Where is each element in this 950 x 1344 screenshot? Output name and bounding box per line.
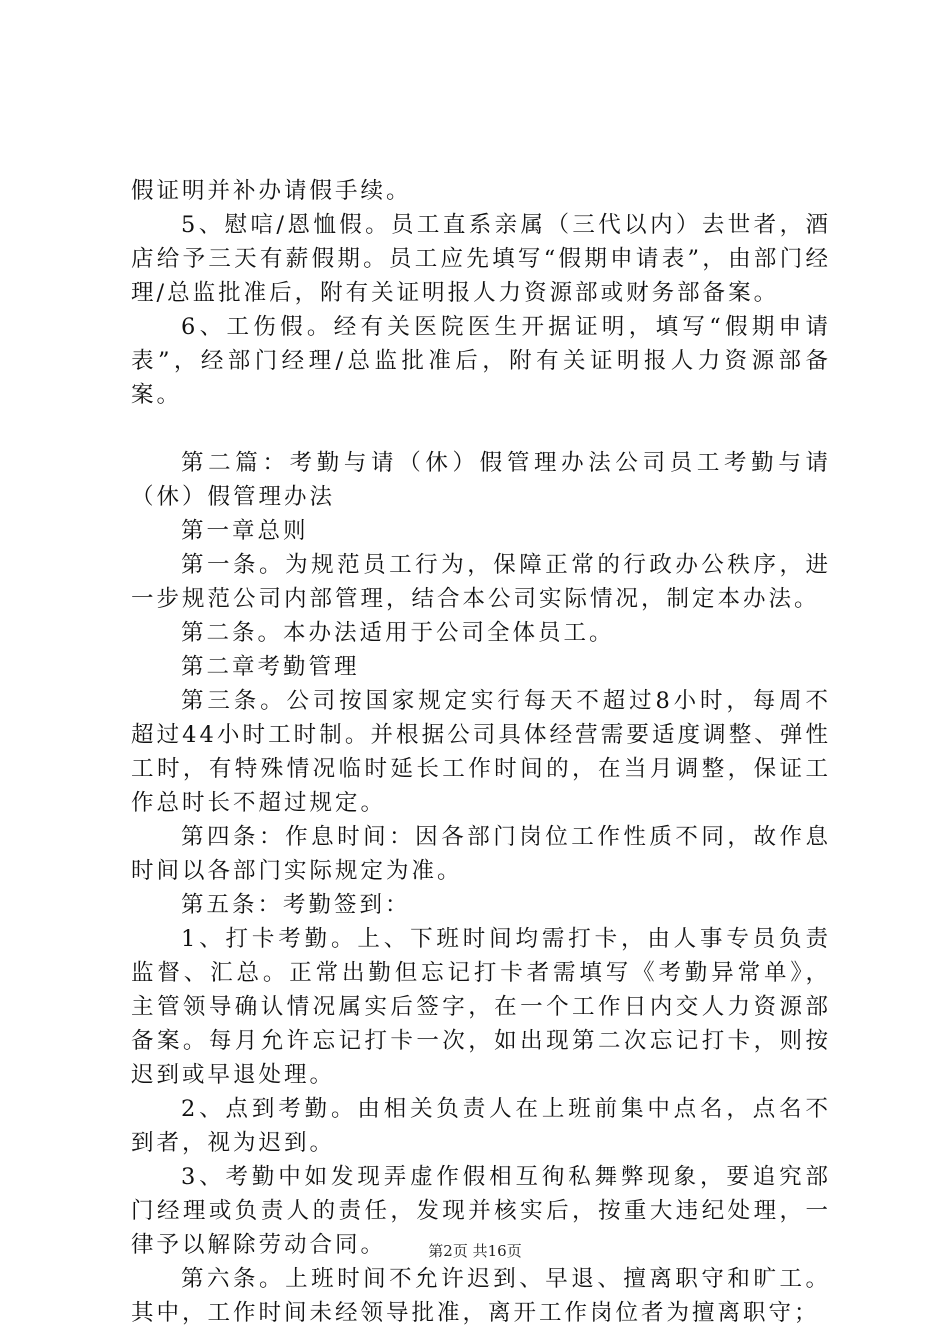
paragraph: 第一条。为规范员工行为，保障正常的行政办公秩序，进一步规范公司内部管理，结合本公司实际情况，制定本办法。 — [131, 552, 831, 612]
paragraph: 1、打卡考勤。上、下班时间均需打卡，由人事专员负责监督、汇总。正常出勤但忘记打卡者需填写《考勤异常单》，主管领导确认情况属实后签字，在一个工作日内交人力资源部备案。每月允许忘记打卡一次，如出现第二次忘记打卡，则按迟到或早退处理。 — [131, 926, 831, 1088]
section-title: 第二篇：考勤与请（休）假管理办法公司员工考勤与请（休）假管理办法 — [131, 450, 831, 510]
paragraph: 第三条。公司按国家规定实行每天不超过8小时，每周不超过44小时工时制。并根据公司具体经营需要适度调整、弹性工时，有特殊情况临时延长工作时间的，在当月调整，保证工作总时长不超过规定。 — [131, 688, 831, 816]
paragraph: 第四条：作息时间：因各部门岗位工作性质不同，故作息时间以各部门实际规定为准。 — [131, 824, 831, 884]
document-body — [131, 174, 831, 1330]
paragraph: 第五条：考勤签到： — [181, 892, 411, 918]
chapter-heading: 第二章考勤管理 — [181, 654, 360, 680]
paragraph: 3、考勤中如发现弄虚作假相互徇私舞弊现象，要追究部门经理或负责人的责任，发现并核实后，按重大违纪处理，一律予以解除劳动合同。 — [131, 1164, 831, 1258]
paragraph: 假证明并补办请假手续。 — [131, 178, 412, 204]
page-footer: 第2页 共16页 — [428, 1242, 522, 1260]
paragraph: 2、点到考勤。由相关负责人在上班前集中点名，点名不到者，视为迟到。 — [131, 1096, 831, 1156]
paragraph: 5、慰唁/恩恤假。员工直系亲属（三代以内）去世者，酒店给予三天有薪假期。员工应先填写“假期申请表”，由部门经理/总监批准后，附有关证明报人力资源部或财务部备案。 — [131, 212, 831, 306]
paragraph: 6、工伤假。经有关医院医生开据证明，填写“假期申请表”，经部门经理/总监批准后，附有关证明报人力资源部备案。 — [131, 314, 831, 408]
chapter-heading: 第一章总则 — [181, 518, 309, 544]
blank-line — [131, 412, 831, 446]
paragraph: 第六条。上班时间不允许迟到、早退、擅离职守和旷工。其中，工作时间未经领导批准，离开工作岗位者为擅离职守； — [131, 1266, 831, 1326]
paragraph: 第二条。本办法适用于公司全体员工。 — [181, 620, 615, 646]
